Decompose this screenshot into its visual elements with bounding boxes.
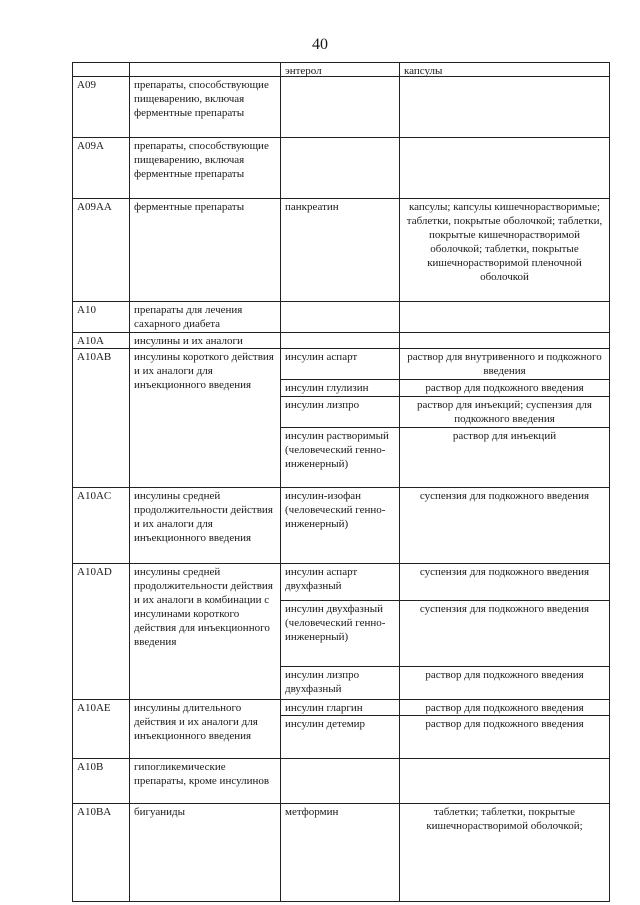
drug-cell: инсулин аспарт	[280, 348, 400, 380]
form-cell	[399, 758, 610, 804]
code-cell: A09A	[72, 137, 130, 199]
group-cell: ферментные препараты	[129, 198, 281, 302]
code-cell: A10B	[72, 758, 130, 804]
drug-cell	[280, 758, 400, 804]
drug-cell: инсулин лизпро двухфазный	[280, 666, 400, 700]
code-cell: A10AE	[72, 699, 130, 759]
code-cell: A10BA	[72, 803, 130, 902]
group-cell: инсулины короткого действия и их аналоги для инъекционного введения	[129, 348, 281, 488]
form-cell	[399, 76, 610, 138]
drug-cell: панкреатин	[280, 198, 400, 302]
drug-cell: инсулин глулизин	[280, 379, 400, 397]
form-cell: капсулы	[399, 62, 610, 77]
page-number: 40	[312, 36, 328, 53]
drug-cell: метформин	[280, 803, 400, 902]
drug-cell: инсулин гларгин	[280, 699, 400, 716]
form-cell: таблетки; таблетки, покрытые кишечнорастворимой оболочкой;	[399, 803, 610, 902]
form-cell	[399, 332, 610, 349]
group-cell: инсулины средней продолжительности действия и их аналоги для инъекционного введения	[129, 487, 281, 564]
group-cell: инсулины и их аналоги	[129, 332, 281, 349]
code-cell: A10AB	[72, 348, 130, 488]
form-cell: суспензия для подкожного введения	[399, 563, 610, 601]
drug-cell: энтерол	[280, 62, 400, 77]
form-cell: раствор для инъекций; суспензия для подкожного введения	[399, 396, 610, 428]
form-cell: суспензия для подкожного введения	[399, 487, 610, 564]
form-cell: суспензия для подкожного введения	[399, 600, 610, 667]
code-cell: A10A	[72, 332, 130, 349]
group-cell: препараты для лечения сахарного диабета	[129, 301, 281, 333]
group-cell	[129, 62, 281, 77]
group-cell: препараты, способствующие пищеварению, включая ферментные препараты	[129, 76, 281, 138]
drug-cell: инсулин детемир	[280, 715, 400, 759]
code-cell: A10	[72, 301, 130, 333]
form-cell	[399, 301, 610, 333]
form-cell: раствор для подкожного введения	[399, 699, 610, 716]
drug-cell: инсулин лизпро	[280, 396, 400, 428]
form-cell	[399, 137, 610, 199]
code-cell: A10AD	[72, 563, 130, 700]
drug-cell: инсулин-изофан (человеческий генно-инженерный)	[280, 487, 400, 564]
code-cell: A09AA	[72, 198, 130, 302]
drug-cell: инсулин двухфазный (человеческий генно-инженерный)	[280, 600, 400, 667]
group-cell: инсулины средней продолжительности действия и их аналоги в комбинации с инсулинами короткого действия для инъекционного введения	[129, 563, 281, 700]
form-cell: раствор для подкожного введения	[399, 666, 610, 700]
form-cell: капсулы; капсулы кишечнорастворимые; таблетки, покрытые оболочкой; таблетки, покрытые кишечнорастворимой оболочкой; таблетки, покрытые кишечнорастворимой пленочной оболочкой	[399, 198, 610, 302]
drug-cell: инсулин аспарт двухфазный	[280, 563, 400, 601]
form-cell: раствор для инъекций	[399, 427, 610, 488]
drug-cell	[280, 76, 400, 138]
code-cell	[72, 62, 130, 77]
code-cell: A09	[72, 76, 130, 138]
group-cell: инсулины длительного действия и их аналоги для инъекционного введения	[129, 699, 281, 759]
group-cell: препараты, способствующие пищеварению, включая ферментные препараты	[129, 137, 281, 199]
drug-cell	[280, 137, 400, 199]
drug-cell	[280, 332, 400, 349]
group-cell: бигуаниды	[129, 803, 281, 902]
group-cell: гипогликемические препараты, кроме инсулинов	[129, 758, 281, 804]
form-cell: раствор для подкожного введения	[399, 379, 610, 397]
drug-cell: инсулин растворимый (человеческий генно-инженерный)	[280, 427, 400, 488]
drug-cell	[280, 301, 400, 333]
form-cell: раствор для внутривенного и подкожного введения	[399, 348, 610, 380]
form-cell: раствор для подкожного введения	[399, 715, 610, 759]
code-cell: A10AC	[72, 487, 130, 564]
drug-table	[72, 62, 610, 902]
